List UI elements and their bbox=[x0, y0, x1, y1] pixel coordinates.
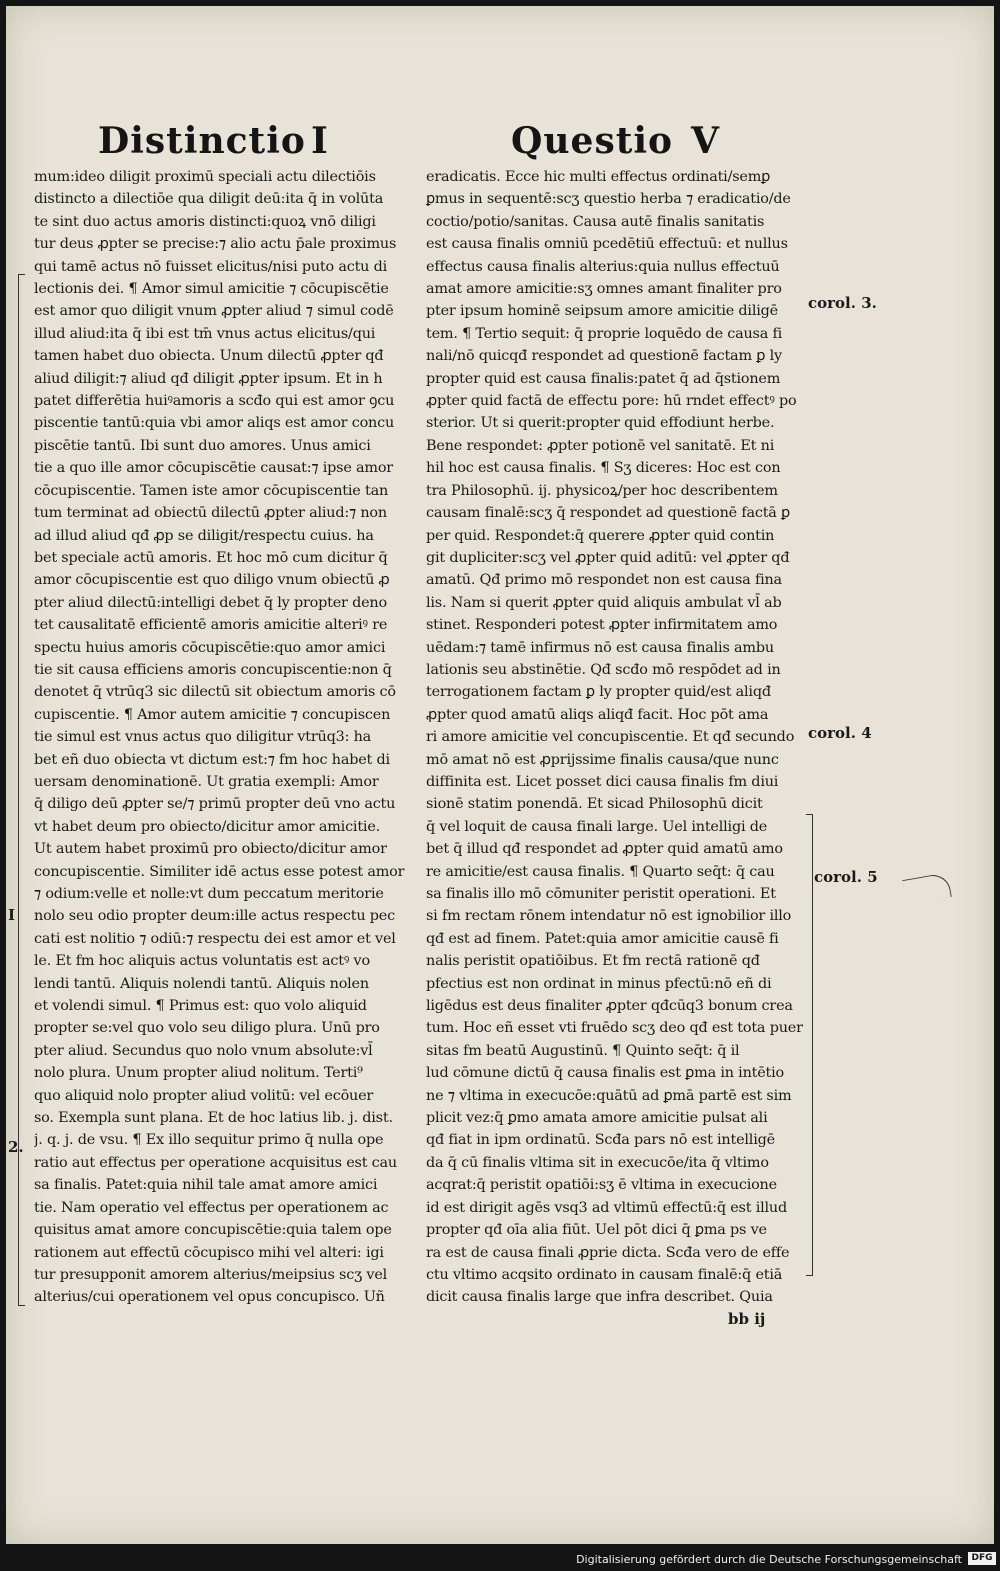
margin-note-left-1: I bbox=[8, 906, 16, 924]
running-header bbox=[6, 114, 994, 174]
text-line: tie sit causa efficiens amoris concupiscentie:non q̄ bbox=[34, 661, 392, 678]
text-line: tem. ¶ Tertio sequit: q̄ proprie loquēdo de causa fi bbox=[426, 325, 783, 342]
text-line: ne ⁊ vltima in execucōe:quātū ad ꝑmā partē est sim bbox=[426, 1087, 792, 1104]
text-column-left bbox=[34, 166, 414, 1306]
text-line: spectu huius amoris cōcupiscētie:quo amor amici bbox=[34, 639, 386, 656]
text-line: tie a quo ille amor cōcupiscētie causat:⁊ ipse amor bbox=[34, 460, 393, 477]
text-line: ctu vltimo acqsito ordinato in causam finalē:q̄ etiā bbox=[426, 1266, 783, 1283]
text-line: nalis peristit opatiōibus. Et fm rectā rationē qđ bbox=[426, 953, 760, 970]
text-line: ligēdus est deus finaliter ꝓpter qđcūq3 bonum crea bbox=[426, 998, 793, 1015]
margin-bracket-right bbox=[806, 814, 813, 1276]
text-line: uēdam:⁊ tamē infirmus nō est causa finalis ambu bbox=[426, 639, 774, 656]
text-line: sa finalis illo mō cōmuniter peristit operationi. Et bbox=[426, 886, 776, 902]
text-line: propter qđ oīa alia fiūt. Uel pōt dici q̄ ꝑma ps ve bbox=[426, 1222, 767, 1239]
text-line: ad illud aliud qđ ꝓp se diligit/respectu cuius. ha bbox=[34, 527, 374, 544]
text-line: pfectius est non ordinat in minus pfectū:nō eñ di bbox=[426, 975, 772, 992]
text-line: quisitus amat amore concupiscētie:quia talem ope bbox=[34, 1222, 392, 1239]
text-line: amatū. Qđ primo mō respondet non est causa fina bbox=[426, 572, 782, 589]
text-line: ꝓpter quod amatū aliqs aliqđ facit. Hoc pōt ama bbox=[426, 706, 769, 723]
text-line: nali/nō quicqđ respondet ad questionē factam ꝑ ly bbox=[426, 348, 782, 365]
text-line: pter aliud. Secundus quo nolo vnum absolute:vl̄ bbox=[34, 1042, 373, 1059]
text-line: amor cōcupiscentie est quo diligo vnum obiectū ꝓ bbox=[34, 572, 390, 589]
text-line: si fm rectam rōnem intendatur nō est ignobilior illo bbox=[426, 908, 792, 925]
text-line: cōcupiscentie. Tamen iste amor cōcupiscentie tan bbox=[34, 482, 389, 499]
text-line: Ut autem habet proximū pro obiecto/dicitur amor bbox=[34, 841, 387, 858]
text-line: rationem aut effectū cōcupisco mihi vel alteri: igi bbox=[34, 1244, 384, 1261]
text-line: le. Et fm hoc aliquis actus voluntatis est actꝰ vo bbox=[34, 953, 370, 970]
text-line: lud cōmune dictū q̄ causa finalis est ꝑma in intētio bbox=[426, 1065, 784, 1082]
text-line: id est dirigit agēs vsq3 ad vltimū effectū:q̄ est illud bbox=[426, 1199, 787, 1216]
text-line: diffinita est. Licet posset dici causa finalis fm diui bbox=[426, 773, 779, 790]
digitization-footer bbox=[0, 1547, 1000, 1571]
text-line: vt habet deum pro obiecto/dicitur amor amicitie. bbox=[34, 818, 381, 835]
margin-note-corol-5: corol. 5 bbox=[814, 868, 878, 886]
text-line: tamen habet duo obiecta. Unum dilectū ꝓpter qđ bbox=[34, 348, 384, 365]
text-line: qui tamē actus nō fuisset elicitus/nisi puto actu di bbox=[34, 258, 388, 275]
text-line: patet differētia huiꝰamoris a scđo qui est amor ꝯcu bbox=[34, 393, 395, 410]
text-line: distincto a dilectiōe qua diligit deū:ita q̄ in volūta bbox=[34, 191, 384, 208]
text-line: mum:ideo diligit proximū speciali actu dilectiōis bbox=[34, 169, 376, 185]
text-line: sterior. Ut si querit:propter quid effodiunt herbe. bbox=[426, 415, 775, 432]
text-line: et volendi simul. ¶ Primus est: quo volo aliquid bbox=[34, 998, 367, 1015]
text-line: bet q̄ illud qđ respondet ad ꝓpter quid amatū amo bbox=[426, 841, 783, 858]
text-line: ri amore amicitie vel concupiscentie. Et qđ secundo bbox=[426, 729, 795, 746]
text-line: pter ipsum hominē seipsum amore amicitie diligē bbox=[426, 303, 778, 320]
text-line: sitas fm beatū Augustinū. ¶ Quinto seq̄t: q̄ il bbox=[426, 1042, 740, 1059]
text-line: lis. Nam si querit ꝓpter quid aliquis ambulat vl̄ ab bbox=[426, 594, 782, 611]
text-line: ꝑmus in sequentē:scʒ questio herba ⁊ eradicatio/de bbox=[426, 191, 791, 208]
text-line: eradicatis. Ecce hic multi effectus ordinati/semꝑ bbox=[426, 169, 771, 185]
text-line: est causa finalis omniū pcedētiū effectuū: et nullus bbox=[426, 236, 788, 253]
text-line: effectus causa finalis alterius:quia nullus effectuū bbox=[426, 258, 780, 275]
text-line: sionē statim ponendā. Et sicad Philosophū dicit bbox=[426, 796, 763, 813]
text-line: te sint duo actus amoris distincti:quoꝝ vnō diligi bbox=[34, 213, 376, 230]
text-line: tie. Nam operatio vel effectus per operationem ac bbox=[34, 1199, 389, 1216]
text-line: stinet. Responderi potest ꝓpter infirmitatem amo bbox=[426, 617, 778, 634]
text-line: propter quid est causa finalis:patet q̄ ad q̄stionem bbox=[426, 370, 781, 387]
text-line: tet causalitatē efficientē amoris amicitie alteriꝰ re bbox=[34, 617, 388, 634]
text-line: re amicitie/est causa finalis. ¶ Quarto seq̄t: q̄ cau bbox=[426, 863, 775, 880]
text-line: coctio/potio/sanitas. Causa autē finalis sanitatis bbox=[426, 213, 765, 230]
header-distinctio: Distinctio bbox=[98, 120, 306, 162]
margin-note-corol-4: corol. 4 bbox=[808, 724, 872, 742]
text-line: piscentie tantū:quia vbi amor aliqs est amor concu bbox=[34, 415, 395, 432]
text-line: qđ fiat in ipm ordinatū. Scđa pars nō est intelligē bbox=[426, 1132, 775, 1149]
text-line: tra Philosophū. ij. physicoꝝ/per hoc describentem bbox=[426, 482, 778, 499]
text-column-right bbox=[426, 166, 806, 1306]
text-line: bet eñ duo obiecta vt dictum est:⁊ fm hoc habet di bbox=[34, 751, 390, 768]
margin-scribble-mark bbox=[902, 872, 952, 905]
dfg-logo: DFG bbox=[968, 1552, 996, 1565]
header-distinctio-number: I bbox=[311, 120, 329, 162]
text-line: per quid. Respondet:q̄ querere ꝓpter quid contin bbox=[426, 527, 775, 544]
text-line: dicit causa finalis large que infra describet. Quia bbox=[426, 1289, 773, 1306]
text-line: nolo seu odio propter deum:ille actus respectu pec bbox=[34, 908, 395, 925]
text-line: quo aliquid nolo propter aliud volitū: vel ecōuer bbox=[34, 1087, 374, 1104]
text-line: j. q. j. de vsu. ¶ Ex illo sequitur primo q̄ nulla ope bbox=[34, 1132, 384, 1149]
text-line: hil hoc est causa finalis. ¶ Sʒ diceres: Hoc est con bbox=[426, 460, 781, 477]
text-line: tie simul est vnus actus quo diligitur vtrūq3: ha bbox=[34, 729, 372, 746]
text-line: mō amat nō est ꝓprijssime finalis causa/que nunc bbox=[426, 751, 779, 768]
text-line: lendi tantū. Aliquis nolendi tantū. Aliquis nolen bbox=[34, 975, 369, 992]
text-line: amat amore amicitie:sʒ omnes amant finaliter pro bbox=[426, 281, 782, 298]
text-line: sa finalis. Patet:quia nihil tale amat amore amici bbox=[34, 1177, 378, 1194]
text-line: nolo plura. Unum propter aliud nolitum. Terti⁹ bbox=[34, 1065, 363, 1082]
text-line: q̄ vel loquit de causa finali large. Uel intelligi de bbox=[426, 818, 768, 835]
book-page bbox=[6, 6, 994, 1544]
text-line: alterius/cui operationem vel opus concupisco. Uñ bbox=[34, 1289, 385, 1306]
text-line: terrogationem factam ꝑ ly propter quid/est aliqđ bbox=[426, 684, 771, 701]
text-line: tur deus ꝓpter se precise:⁊ alio actu p̄ale proximus bbox=[34, 236, 397, 253]
text-line: est amor quo diligit vnum ꝓpter aliud ⁊ simul codē bbox=[34, 303, 394, 320]
text-line: qđ est ad finem. Patet:quia amor amicitie causē fi bbox=[426, 930, 779, 947]
text-line: piscētie tantū. Ibi sunt duo amores. Unus amici bbox=[34, 437, 371, 454]
text-line: propter se:vel quo volo seu diligo plura. Unū pro bbox=[34, 1020, 380, 1037]
text-line: causam finalē:scʒ q̄ respondet ad questionē factā ꝑ bbox=[426, 505, 790, 522]
margin-note-corol-3: corol. 3. bbox=[808, 294, 877, 312]
text-line: ꝓpter quid factā de effectu pore: hū rndet effectꝰ po bbox=[426, 393, 797, 410]
text-line: cupiscentie. ¶ Amor autem amicitie ⁊ concupiscen bbox=[34, 706, 391, 723]
text-line: ratio aut effectus per operatione acquisitus est cau bbox=[34, 1154, 397, 1171]
text-line: git dupliciter:scʒ vel ꝓpter quid aditū: vel ꝓpter qđ bbox=[426, 549, 790, 566]
text-line: uersam denominationē. Ut gratia exempli: Amor bbox=[34, 773, 379, 790]
text-line: ra est de causa finali ꝓprie dicta. Scđa vero de effe bbox=[426, 1244, 790, 1261]
margin-note-left-2: 2. bbox=[8, 1138, 24, 1156]
text-line: cati est nolitio ⁊ odiū:⁊ respectu dei est amor et vel bbox=[34, 930, 396, 947]
text-line: ⁊ odium:velle et nolle:vt dum peccatum meritorie bbox=[34, 886, 384, 902]
text-line: acqrat:q̄ peristit opatiōi:sʒ ē vltima in execucione bbox=[426, 1177, 777, 1194]
header-questio-number: V bbox=[691, 120, 720, 162]
text-line: tum terminat ad obiectū dilectū ꝓpter aliud:⁊ non bbox=[34, 505, 387, 522]
signature-mark: bb ij bbox=[728, 1310, 766, 1328]
text-line: denotet q̄ vtrūq3 sic dilectū sit obiectum amoris cō bbox=[34, 684, 396, 701]
text-line: lectionis dei. ¶ Amor simul amicitie ⁊ cōcupiscētie bbox=[34, 281, 389, 298]
text-line: concupiscentie. Similiter idē actus esse potest amor bbox=[34, 863, 405, 880]
footer-credit-text: Digitalisierung gefördert durch die Deutsche Forschungsgemeinschaft bbox=[576, 1553, 962, 1566]
text-line: aliud diligit:⁊ aliud qđ diligit ꝓpter ipsum. Et in h bbox=[34, 370, 383, 387]
text-line: bet speciale actū amoris. Et hoc mō cum dicitur q̄ bbox=[34, 549, 388, 566]
text-line: tum. Hoc eñ esset vti fruēdo scʒ deo qđ est tota puer bbox=[426, 1020, 803, 1037]
text-line: pter aliud dilectū:intelligi debet q̄ ly propter deno bbox=[34, 594, 387, 611]
text-line: plicit vez:q̄ ꝑmo amata amore amicitie pulsat ali bbox=[426, 1110, 768, 1127]
text-line: so. Exempla sunt plana. Et de hoc latius lib. j. dist. bbox=[34, 1110, 393, 1127]
text-line: lationis seu abstinētie. Qđ scđo mō respōdet ad in bbox=[426, 661, 781, 678]
text-line: Bene respondet: ꝓpter potionē vel sanitatē. Et ni bbox=[426, 437, 775, 454]
text-line: da q̄ cū finalis vltima sit in execucōe/ita q̄ vltimo bbox=[426, 1154, 769, 1171]
text-line: tur presupponit amorem alterius/meipsius scʒ vel bbox=[34, 1266, 388, 1283]
text-line: q̄ diligo deū ꝓpter se/⁊ primū propter deū vno actu bbox=[34, 796, 396, 813]
header-questio: Questio bbox=[511, 120, 674, 162]
text-line: illud aliud:ita q̄ ibi est tm̄ vnus actus elicitus/qui bbox=[34, 325, 376, 342]
